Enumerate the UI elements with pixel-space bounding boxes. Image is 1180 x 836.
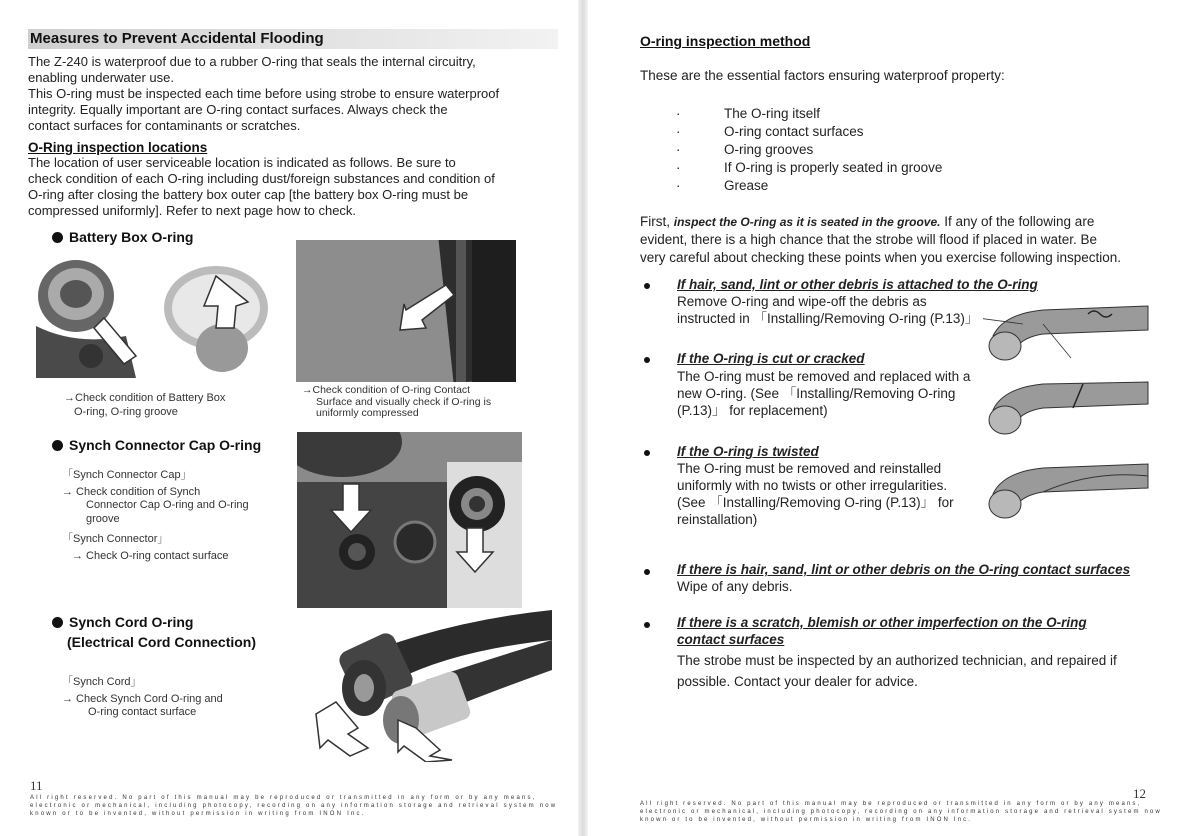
bullet-dot <box>52 440 63 451</box>
item-heading-cut: If the O-ring is cut or cracked <box>677 351 865 366</box>
intro-line: This O-ring must be inspected each time before using strobe to ensure waterproof <box>28 86 500 101</box>
locations-heading: O-Ring inspection locations <box>28 140 208 155</box>
bullet-dot <box>644 357 650 363</box>
bullet-dot <box>644 450 650 456</box>
synch-cord-photo <box>306 610 552 762</box>
locations-line: check condition of each O-ring including dust/foreign substances and condition of <box>28 171 495 186</box>
right-page: O-ring inspection method These are the essential factors ensuring waterproof property: · The O-ring itself · O-ring contact surfaces · O-ring grooves · If O-ring is properly seated in groove · Grease First, inspect the O-ring as it is seated in the groove. If any of the following are evident, there is a high chance that the strobe will flood if placed in water. Be very careful about checking these points when you exercise following inspection. If hair, sand, lint or other debris is attached to the O-ring Remove O-ring and wipe-off the debris as instructed in 「Installing/Removing O-ring (P.13)」 If the O-ring is cut or cracked The O-ring must be removed and replaced with a new O-ring. (See 「Installing/Removing O-ring (P.13)」 for replacement) If the O-ring is twisted The O-ring must be removed and reinstalled uniformly with no twists or other irregularities. (See 「Installing/Removing O-ring (P.13)」 for reinstallation) If there is hair, sand, lint or other debris on the O-ring contact surfaces Wipe of any debris. If there is a scratch, blemish or other imperfection on the O-ring contact surfaces The strobe must be inspected by an authorized technician, and repaired if possible. Contact your dealer for advice. 12 All right reserved. No part of this manual may be reproduced or transmitted in any form or by any means, electronic or mechanical, including photocopy, recording on any information storage and retrieval system now known or to be invented, without permission in writing from INON Inc. <box>640 33 1162 823</box>
copyright-footer-left: All right reserved. No part of this manual may be reproduced or transmitted in any form or by any means, electronic or mechanical, including photocopy, recording on any information storage and retrieval system now known or to be invented, without permission in writing from INON Inc. <box>30 795 558 817</box>
intro-line: enabling underwater use. <box>28 70 174 85</box>
contact-caption: →Check condition of O-ring Contact Surface and visually check if O-ring is uniformly compressed <box>302 384 492 419</box>
battery-caption: →Check condition of Battery Box O-ring, O-ring groove <box>64 392 226 418</box>
copyright-footer-right: All right reserved. No part of this manual may be reproduced or transmitted in any form or by any means, electronic or mechanical, including photocopy, recording on any information storage and retrieval system now known or to be invented, without permission in writing from INON Inc. <box>640 801 1162 823</box>
bullet-dot <box>52 232 63 243</box>
item-heading-debris: If hair, sand, lint or other debris is attached to the O-ring <box>677 277 1038 292</box>
intro-paragraph <box>28 54 499 134</box>
item-heading-contact-debris: If there is hair, sand, lint or other debris on the O-ring contact surfaces <box>677 562 1131 577</box>
contact-surface-photo <box>296 240 516 382</box>
bullet-dot <box>644 622 650 628</box>
page-number-left: 11 <box>30 778 43 793</box>
item-body-cut: The O-ring must be removed and replaced with a new O-ring. (See 「Installing/Removing O-ring (P.13)」 for replacement) <box>677 369 971 418</box>
method-intro: These are the essential factors ensuring waterproof property: <box>640 68 1005 83</box>
battery-heading: Battery Box O-ring <box>52 229 193 245</box>
synch-connector-photo <box>297 432 522 608</box>
cord-items: 「Synch Cord」 → Check Synch Cord O-ring and O-ring contact surface <box>62 676 223 718</box>
locations-line: compressed uniformly]. Refer to next page how to check. <box>28 203 357 218</box>
section-title-bar <box>28 29 558 49</box>
first-paragraph: First, inspect the O-ring as it is seated in the groove. If any of the following are evident, there is a high chance that the strobe will flood if placed in water. Be very careful about checking these points when you exercise following inspection. <box>640 214 1122 265</box>
locations-line: O-ring after closing the battery box outer cap [the battery box O-ring must be <box>28 187 469 202</box>
locations-line: The location of user serviceable location is indicated as follows. Be sure to <box>28 155 456 170</box>
intro-line: contact surfaces for contaminants or scratches. <box>28 118 301 133</box>
page-title: Measures to Prevent Accidental Flooding <box>30 30 324 47</box>
o-ring-debris-illustration <box>983 296 1153 366</box>
synch-cap-heading: Synch Connector Cap O-ring <box>52 437 261 453</box>
bullet-dot <box>644 283 650 289</box>
item-body-twisted: The O-ring must be removed and reinstalled uniformly with no twists or other irregularities. (See 「Installing/Removing O-ring (P.13)」 for reinstallation) <box>677 461 954 527</box>
bullet-dot <box>52 617 63 628</box>
item-body-contact-debris: Wipe of any debris. <box>677 579 793 594</box>
intro-line: integrity. Equally important are O-ring contact surfaces. Always check the <box>28 102 448 117</box>
left-page <box>0 0 578 836</box>
page-gutter <box>578 0 588 836</box>
intro-line: The Z-240 is waterproof due to a rubber O-ring that seals the internal circuitry, <box>28 54 476 69</box>
cord-heading: Synch Cord O-ring (Electrical Cord Connection) <box>52 612 256 652</box>
bullet-dot <box>644 569 650 575</box>
page-number-right: 12 <box>1133 786 1146 801</box>
synch-cap-items: 「Synch Connector Cap」 → Check condition of Synch Connector Cap O-ring and O-ring groove 「Synch Connector」 → Check O-ring contact surface <box>62 469 249 562</box>
method-heading: O-ring inspection method <box>640 33 811 49</box>
item-body-scratch: The strobe must be inspected by an authorized technician, and repaired if possible. Contact your dealer for advice. <box>677 653 1117 689</box>
item-body-debris: Remove O-ring and wipe-off the debris as instructed in 「Installing/Removing O-ring (P.13)」 <box>677 294 979 326</box>
locations-paragraph <box>28 155 533 219</box>
item-heading-scratch: If there is a scratch, blemish or other imperfection on the O-ring contact surfaces <box>677 615 1087 647</box>
battery-box-photo <box>36 256 271 378</box>
item-heading-twisted: If the O-ring is twisted <box>677 444 819 459</box>
